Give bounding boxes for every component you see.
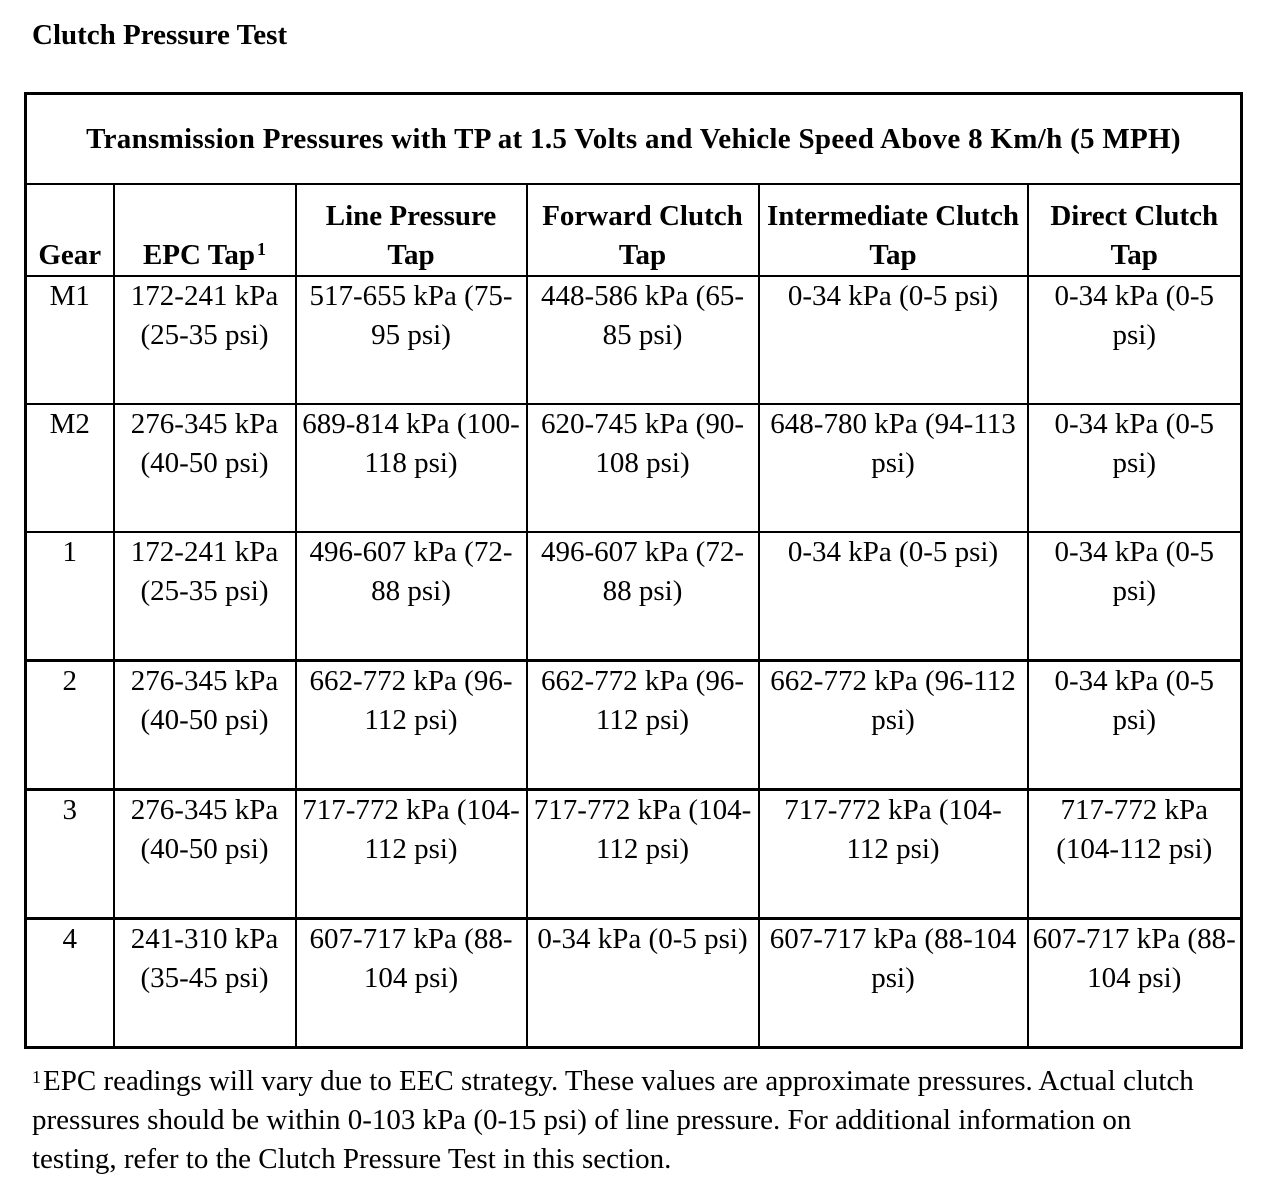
cell-forward-clutch-tap: 717-772 kPa (104-112 psi) xyxy=(527,790,759,919)
table-caption: Transmission Pressures with TP at 1.5 Volts and Vehicle Speed Above 8 Km/h (5 MPH) xyxy=(26,94,1242,185)
cell-epc-tap: 276-345 kPa (40-50 psi) xyxy=(114,661,296,790)
column-header-label: Intermediate Clutch Tap xyxy=(766,200,1020,271)
column-header-forward-clutch-tap xyxy=(527,184,759,276)
cell-forward-clutch-tap: 496-607 kPa (72-88 psi) xyxy=(527,532,759,661)
cell-direct-clutch-tap: 0-34 kPa (0-5 psi) xyxy=(1028,532,1242,661)
cell-line-pressure-tap: 607-717 kPa (88-104 psi) xyxy=(296,919,527,1048)
footnote-marker: 1 xyxy=(257,239,267,259)
cell-intermediate-clutch-tap: 0-34 kPa (0-5 psi) xyxy=(759,532,1028,661)
column-header-label: Line Pressure Tap xyxy=(325,200,497,271)
cell-gear: M1 xyxy=(26,276,114,404)
transmission-pressure-table xyxy=(24,92,1243,1049)
column-header-gear xyxy=(26,184,114,276)
column-header-epc-tap xyxy=(114,184,296,276)
table-caption-row xyxy=(26,94,1242,185)
cell-gear: 1 xyxy=(26,532,114,661)
cell-gear: 4 xyxy=(26,919,114,1048)
table-header-row xyxy=(26,184,1242,276)
cell-line-pressure-tap: 496-607 kPa (72-88 psi) xyxy=(296,532,527,661)
column-header-direct-clutch-tap xyxy=(1028,184,1242,276)
table-row xyxy=(26,790,1242,919)
cell-intermediate-clutch-tap: 607-717 kPa (88-104 psi) xyxy=(759,919,1028,1048)
footnote-marker: 1 xyxy=(32,1067,41,1087)
cell-line-pressure-tap: 689-814 kPa (100-118 psi) xyxy=(296,404,527,532)
cell-line-pressure-tap: 662-772 kPa (96-112 psi) xyxy=(296,661,527,790)
cell-epc-tap: 172-241 kPa (25-35 psi) xyxy=(114,532,296,661)
table-row xyxy=(26,404,1242,532)
column-header-line-pressure-tap xyxy=(296,184,527,276)
column-header-label: Direct Clutch Tap xyxy=(1050,200,1219,271)
cell-forward-clutch-tap: 0-34 kPa (0-5 psi) xyxy=(527,919,759,1048)
table-row xyxy=(26,919,1242,1048)
cell-gear: 3 xyxy=(26,790,114,919)
cell-direct-clutch-tap: 0-34 kPa (0-5 psi) xyxy=(1028,276,1242,404)
table-row xyxy=(26,276,1242,404)
column-header-label: EPC Tap xyxy=(142,239,256,271)
cell-forward-clutch-tap: 620-745 kPa (90-108 psi) xyxy=(527,404,759,532)
cell-forward-clutch-tap: 662-772 kPa (96-112 psi) xyxy=(527,661,759,790)
cell-intermediate-clutch-tap: 717-772 kPa (104-112 psi) xyxy=(759,790,1028,919)
cell-gear: M2 xyxy=(26,404,114,532)
cell-intermediate-clutch-tap: 648-780 kPa (94-113 psi) xyxy=(759,404,1028,532)
column-header-label: Forward Clutch Tap xyxy=(542,200,743,271)
cell-intermediate-clutch-tap: 662-772 kPa (96-112 psi) xyxy=(759,661,1028,790)
cell-epc-tap: 276-345 kPa (40-50 psi) xyxy=(114,404,296,532)
table-row xyxy=(26,661,1242,790)
cell-forward-clutch-tap: 448-586 kPa (65-85 psi) xyxy=(527,276,759,404)
cell-direct-clutch-tap: 0-34 kPa (0-5 psi) xyxy=(1028,661,1242,790)
column-header-label: Gear xyxy=(38,239,102,271)
cell-intermediate-clutch-tap: 0-34 kPa (0-5 psi) xyxy=(759,276,1028,404)
table-row xyxy=(26,532,1242,661)
cell-direct-clutch-tap: 717-772 kPa (104-112 psi) xyxy=(1028,790,1242,919)
cell-line-pressure-tap: 717-772 kPa (104-112 psi) xyxy=(296,790,527,919)
cell-direct-clutch-tap: 0-34 kPa (0-5 psi) xyxy=(1028,404,1242,532)
footnote-text: EPC readings will vary due to EEC strategy. These values are approximate pressures. Actual clutch pressures should be within 0-103 kPa (0-15 psi) of line pressure. For additional information on testing, refer to the Clutch Pressure Test in this section. xyxy=(32,1065,1194,1175)
cell-gear: 2 xyxy=(26,661,114,790)
document-title: Clutch Pressure Test xyxy=(32,19,288,51)
table-footnote xyxy=(32,1062,1212,1179)
cell-direct-clutch-tap: 607-717 kPa (88-104 psi) xyxy=(1028,919,1242,1048)
cell-epc-tap: 276-345 kPa (40-50 psi) xyxy=(114,790,296,919)
pressure-table-container xyxy=(24,92,1240,1049)
cell-epc-tap: 241-310 kPa (35-45 psi) xyxy=(114,919,296,1048)
column-header-intermediate-clutch-tap xyxy=(759,184,1028,276)
cell-epc-tap: 172-241 kPa (25-35 psi) xyxy=(114,276,296,404)
cell-line-pressure-tap: 517-655 kPa (75-95 psi) xyxy=(296,276,527,404)
